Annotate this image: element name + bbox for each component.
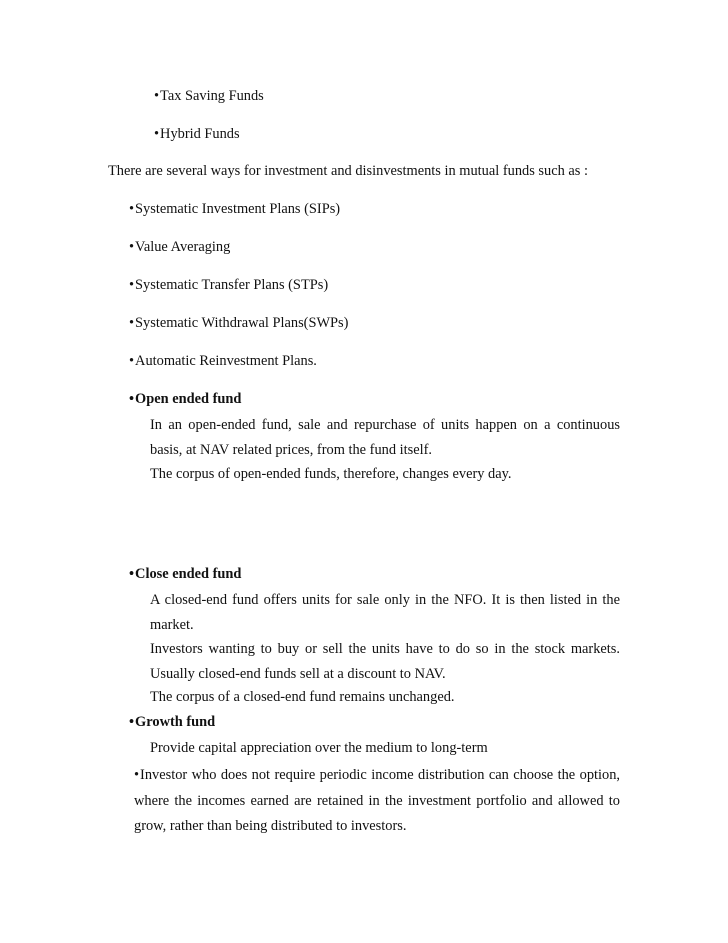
list-item-swp: •Systematic Withdrawal Plans(SWPs) [129, 315, 349, 331]
growth-bullet-para: •Investor who does not require periodic income distribution can choose the option, where the incomes earned are retained in the investment portfolio and allowed to grow, rather than being distributed to investors. [134, 763, 620, 840]
heading-close-ended: •Close ended fund [129, 566, 242, 582]
bullet-icon: • [129, 315, 135, 331]
bullet-icon: • [129, 239, 135, 255]
heading-open-ended: •Open ended fund [129, 391, 242, 407]
open-ended-para1: In an open-ended fund, sale and repurchase of units happen on a continuous basis, at NAV related prices, from the fund itself. [150, 417, 620, 458]
list-item-reinvestment: •Automatic Reinvestment Plans. [129, 353, 317, 369]
growth-para1: Provide capital appreciation over the medium to long-term [150, 740, 488, 756]
close-ended-para2: Investors wanting to buy or sell the units have to do so in the stock markets. Usually closed-end funds sell at a discount to NAV. [150, 641, 620, 682]
close-ended-para3: The corpus of a closed-end fund remains unchanged. [150, 689, 455, 705]
close-ended-para1: A closed-end fund offers units for sale only in the NFO. It is then listed in the market. [150, 592, 620, 633]
bullet-icon: • [129, 201, 135, 217]
bullet-icon: • [129, 566, 135, 582]
list-item-tax-saving: •Tax Saving Funds [154, 88, 264, 104]
bullet-icon: • [134, 767, 140, 783]
bullet-icon: • [154, 126, 160, 142]
list-item-stp: •Systematic Transfer Plans (STPs) [129, 277, 329, 293]
heading-growth: •Growth fund [129, 714, 216, 730]
list-item-sip: •Systematic Investment Plans (SIPs) [129, 201, 341, 217]
bullet-icon: • [129, 714, 135, 730]
intro-paragraph: There are several ways for investment and disinvestments in mutual funds such as : [108, 163, 588, 179]
bullet-icon: • [129, 391, 135, 407]
open-ended-para2: The corpus of open-ended funds, therefore, changes every day. [150, 466, 512, 482]
bullet-icon: • [129, 353, 135, 369]
list-item-value-averaging: •Value Averaging [129, 239, 231, 255]
bullet-icon: • [129, 277, 135, 293]
bullet-icon: • [154, 88, 160, 104]
list-item-hybrid: •Hybrid Funds [154, 126, 240, 142]
